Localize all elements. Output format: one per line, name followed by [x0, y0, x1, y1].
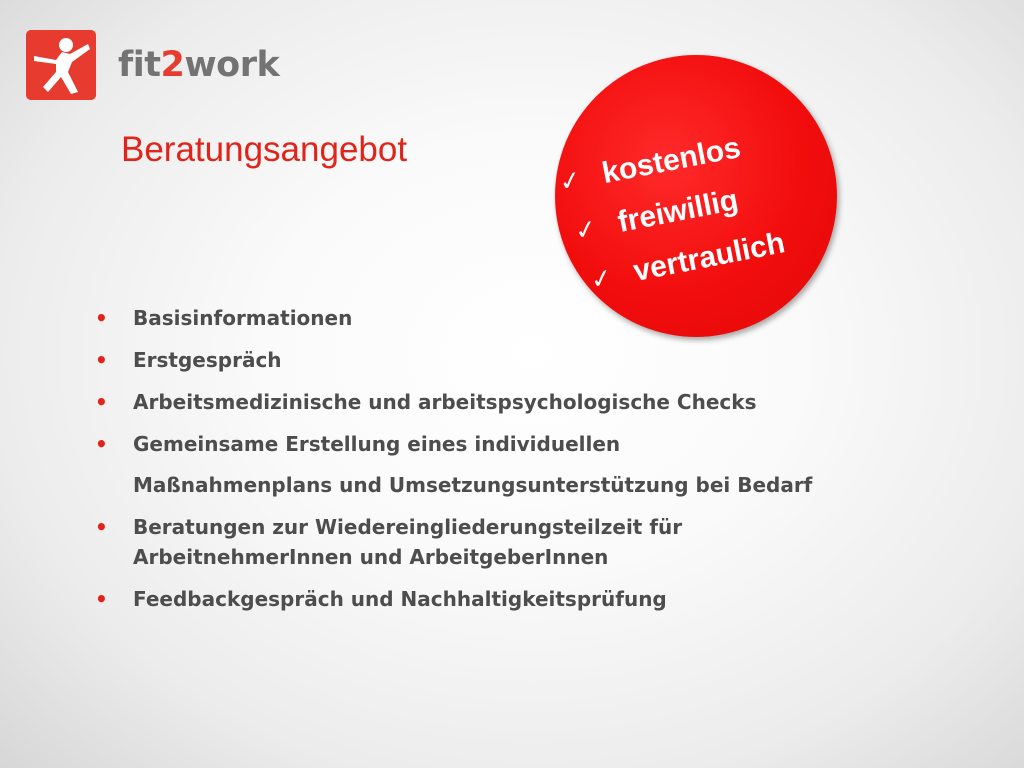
list-item	[92, 512, 892, 572]
logo-text-fit: fit	[118, 44, 161, 85]
list-item-text-continued: ArbeitnehmerInnen und ArbeitgeberInnen	[133, 545, 609, 569]
logo-text-two: 2	[160, 44, 185, 85]
list-item	[92, 303, 892, 333]
list-item-text-continued: Maßnahmenplans und Umsetzungsunterstützung bei Bedarf	[133, 473, 813, 497]
list-item	[92, 345, 892, 375]
checkmark-icon: ✓	[556, 164, 584, 199]
bullet-icon: •	[95, 587, 108, 611]
badge-item-label: kostenlos	[599, 130, 744, 191]
list-item	[92, 387, 892, 417]
badge-item-label: vertraulich	[630, 226, 788, 288]
checkmark-icon: ✓	[588, 262, 616, 297]
list-item-text: Feedbackgespräch und Nachhaltigkeitsprüfung	[133, 587, 667, 611]
logo-wordmark	[118, 44, 280, 85]
list-item-text: Basisinformationen	[133, 306, 353, 330]
list-item	[92, 429, 892, 500]
fit2work-logo	[26, 30, 279, 100]
list-item-text: Erstgespräch	[133, 348, 282, 372]
slide-title: Beratungsangebot	[121, 130, 408, 169]
list-item-text: Arbeitsmedizinische und arbeitspsychologische Checks	[133, 390, 757, 414]
service-list	[92, 303, 892, 626]
bullet-icon: •	[95, 306, 108, 330]
bullet-icon: •	[95, 515, 108, 539]
badge-item-label: freiwillig	[615, 183, 741, 240]
bullet-icon: •	[95, 432, 108, 456]
bullet-icon: •	[95, 390, 108, 414]
list-item-text: Gemeinsame Erstellung eines individuellen	[133, 432, 621, 456]
list-item	[92, 584, 892, 614]
badge-list	[555, 111, 830, 309]
logo-text-work: work	[184, 44, 280, 85]
checkmark-icon: ✓	[572, 213, 600, 248]
person-figure-icon	[26, 30, 96, 100]
list-item-text: Beratungen zur Wiedereingliederungsteilzeit für	[133, 515, 683, 539]
red-circle-badge	[555, 55, 837, 337]
bullet-icon: •	[95, 348, 108, 372]
